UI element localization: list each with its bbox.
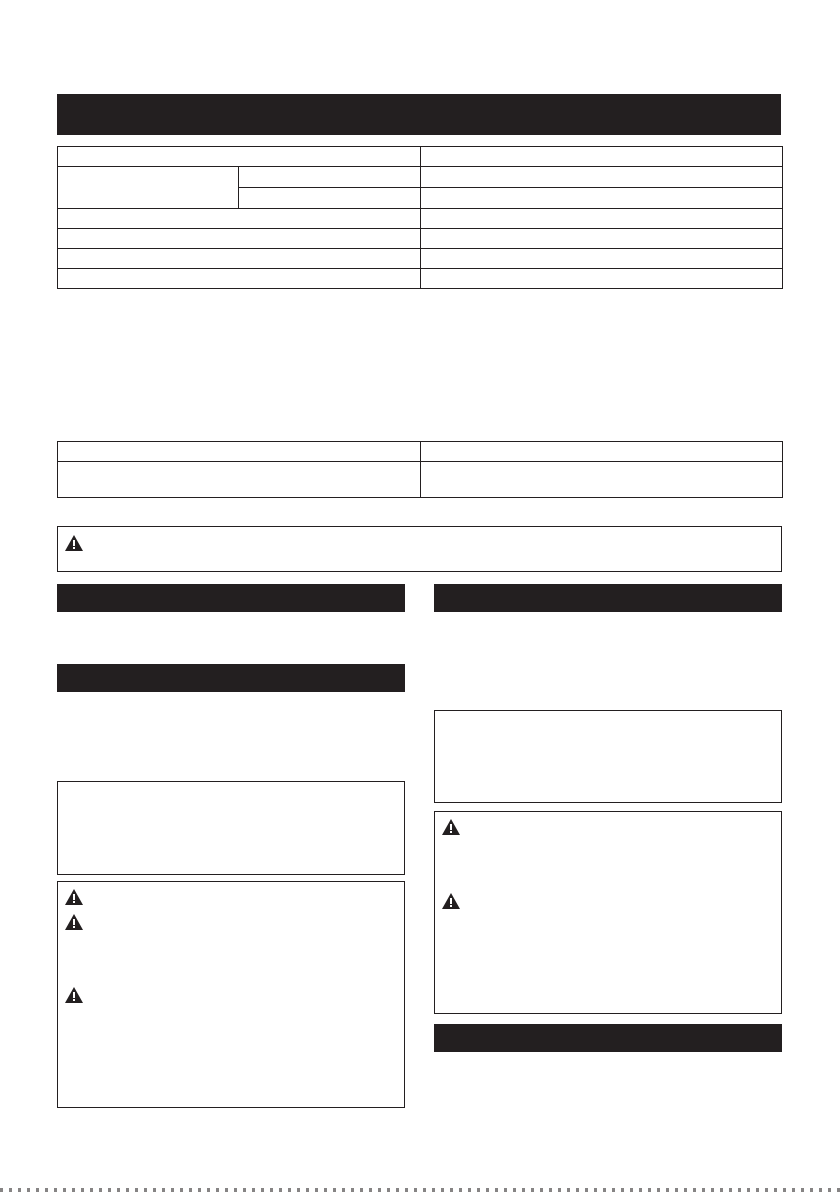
secondary-table — [57, 441, 783, 498]
table-row — [58, 269, 783, 289]
table-row — [58, 462, 783, 498]
table-cell-label — [58, 229, 421, 249]
table-cell-value — [421, 462, 783, 498]
table-row — [58, 147, 783, 167]
table-cell-sub-label — [239, 167, 421, 188]
left-warning-box — [57, 881, 405, 1108]
table-cell-sub-label — [239, 188, 421, 209]
page-header-bar — [57, 94, 781, 135]
warning-triangle-icon — [64, 534, 84, 552]
table-cell-value — [421, 269, 783, 289]
warning-triangle-icon — [64, 888, 84, 906]
table-cell-label — [58, 249, 421, 269]
table-cell-label — [58, 147, 421, 167]
table-cell-value — [421, 229, 783, 249]
table-cell-label — [58, 269, 421, 289]
table-cell-label — [58, 167, 239, 209]
table-cell-value — [421, 249, 783, 269]
table-row — [58, 249, 783, 269]
left-section-bar-2 — [57, 664, 405, 692]
specification-table — [57, 146, 783, 289]
right-section-bar-2 — [434, 1024, 782, 1052]
table-cell-value — [421, 147, 783, 167]
right-note-box — [434, 710, 782, 803]
table-cell-value — [421, 209, 783, 229]
table-cell-value — [421, 167, 783, 188]
table-cell-label — [58, 442, 421, 462]
table-row — [58, 442, 783, 462]
table-cell-label — [58, 209, 421, 229]
left-section-bar-1 — [57, 584, 405, 612]
right-section-bar-1 — [434, 584, 782, 612]
warning-triangle-icon — [441, 818, 461, 836]
right-warning-box — [434, 811, 782, 1014]
left-note-box — [57, 781, 405, 875]
table-row — [58, 167, 783, 188]
table-row — [58, 209, 783, 229]
page-bottom-rule — [0, 1188, 840, 1192]
general-warning-box — [57, 526, 782, 572]
warning-triangle-icon — [64, 913, 84, 931]
warning-triangle-icon — [64, 986, 84, 1004]
table-row — [58, 229, 783, 249]
table-cell-value — [421, 442, 783, 462]
warning-triangle-icon — [441, 892, 461, 910]
table-cell-label — [58, 462, 421, 498]
table-cell-value — [421, 188, 783, 209]
